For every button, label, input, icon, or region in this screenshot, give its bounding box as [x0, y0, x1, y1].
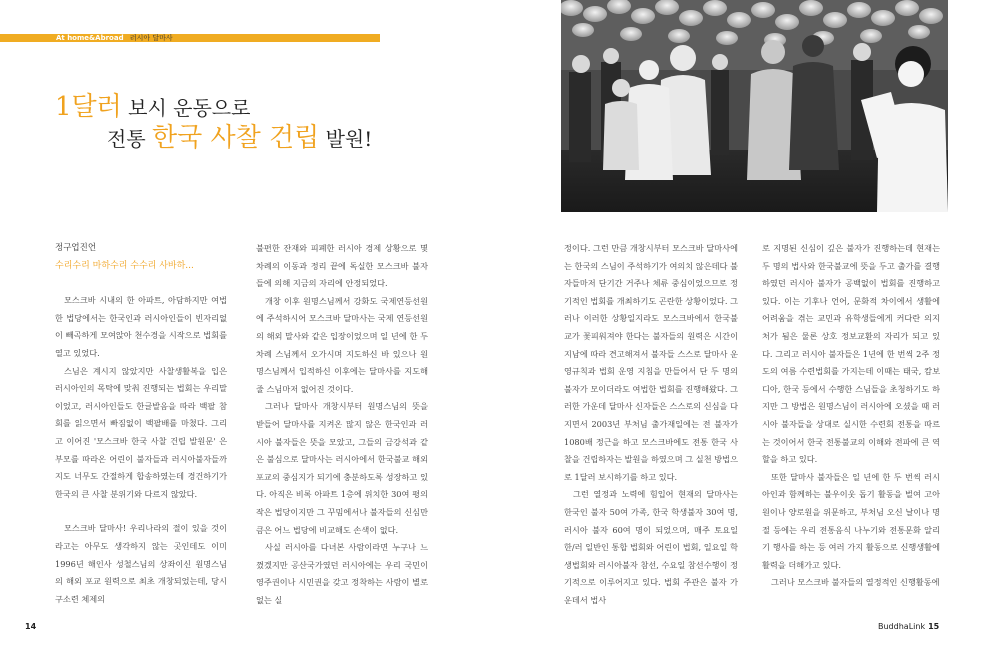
column-3 [564, 240, 738, 609]
title-line-1 [55, 92, 475, 123]
paragraph: 그러나 모스크바 불자들의 열정적인 신행활동에 [771, 577, 940, 588]
paragraph: 그런 열정과 노력에 힘입어 현재의 달마사는 한국인 불자 50여 가족, 한국 학생불자 30여 명, 러시아 불자 60여 명이 되었으며, 매주 토요일 한/러 일반인 통합 법회와 어린이 법회, 일요일 학생법회와 러시아불자 참선, 수요일 참선수행이 정기적으로 이루어지고 있다. 법회 주관은 불자 가운데서 법사 [564, 489, 738, 605]
paragraph: 모스크바 달마사! 우리나라의 절이 있을 것이라고는 아무도 생각하지 않는 곳인데도 이미 1996년 해인사 성철스님의 상좌이신 원명스님의 해외 포교 원력으로 최초 개창되었는데, 당시 구소련 체제의 [55, 523, 227, 604]
section-label-abroad: Abroad [95, 34, 124, 42]
title-line-1-rest: 보시 운동으로 [121, 96, 251, 120]
title-line-2 [55, 123, 475, 154]
chanting-photo [561, 0, 948, 212]
column-4 [762, 240, 940, 592]
paragraph: 모스크바 시내의 한 아파트, 아담하지만 여법한 법당에서는 한국인과 러시아인들이 빈자리없이 빼곡하게 모여앉아 천수경을 시작으로 법회를 열고 있었다. [55, 295, 227, 358]
page-number-left: 14 [25, 622, 37, 631]
paragraph: 사실 러시아를 다녀본 사람이라면 누구나 느꼈겠지만 공산국가였던 러시아에는 우리 국민이 영주권이나 시민권을 갖고 정착하는 사람이 별로 없는 실 [256, 542, 428, 605]
paragraph: 또한 달마사 불자들은 일 년에 한 두 번씩 러시아인과 함께하는 불우이웃 돕기 활동을 벌여 고아원이나 양로원을 위문하고, 부처님 오신 날이나 명절 등에는 우리 전통음식 나누기와 전통문화 알리기 행사를 하는 등 여러 가지 활동으로 신행생활에 활력을 더해가고 있다. [762, 471, 940, 570]
page-footer-right [878, 622, 939, 631]
article-title [55, 92, 475, 154]
section-label-ko: 러시아 달마사 [129, 34, 173, 42]
column-2 [256, 240, 428, 609]
title-line-2-post: 발원! [319, 127, 373, 151]
column-1 [55, 240, 227, 608]
paragraph: 개창 이후 원명스님께서 강화도 국제연등선원에 주석하시어 모스크바 달마사는 국제 연등선원의 해외 말사와 같은 입장이었으며 일 년에 한 두 차례 스님께서 오가시며 지도하신 바 있으나 원명스님께서 입적하신 이후에는 달마사를 지도해줄 스님마저 없어진 것이다. [256, 295, 428, 394]
paragraph: 그러나 달마사 개창시부터 원명스님의 뜻을 받들어 달마사를 지켜온 많지 않은 한국인과 러시아 불자들은 뜻을 모았고, 그들의 금강석과 같은 불심으로 달마사는 러시아에서 한국불교 해외포교의 중심지가 되기에 충분하도록 성장하고 있다. 아직은 비록 아파트 1층에 위치한 30여 평의 작은 법당이지만 그 꾸밈에서나 불자들의 신심만큼은 어느 법당에 비교해도 손색이 없다. [256, 401, 428, 535]
title-accent-dollar: 1달러 [55, 92, 122, 122]
paragraph: 불편한 잔재와 피폐한 러시아 경제 상황으로 몇 차례의 이동과 정리 끝에 독실한 모스크바 불자들에 의해 지금의 자리에 안정되었다. [256, 243, 428, 289]
title-accent-temple: 한국 사찰 건립 [152, 123, 320, 153]
magazine-name: BuddhaLink [878, 622, 926, 631]
lede: 수리수리 마하수리 수수리 사바하... [55, 260, 194, 271]
title-line-2-pre: 전통 [107, 127, 152, 151]
paragraph: 로 지명된 신심이 깊은 불자가 진행하는데 현재는 두 명의 법사와 한국불교에 뜻을 두고 출가를 결행하였던 러시아 불자가 공백없이 법회를 진행하고 있다. 이는 기후나 언어, 문화적 차이에서 생활에 어려움을 겪는 교민과 유학생들에게 커다란 의지처가 됨은 물론 상호 정보교환의 자리가 되고 있다. 그리고 러시아 불자들은 1년에 한 번씩 2주 정도의 여름 수련법회를 가지는데 이때는 태국, 캄보디아, 한국 등에서 수행한 스님들을 초청하기도 하지만 그 방법은 원명스님이 러시아에 오셨을 때 러시아 불자들을 상대로 실시한 수련회 전통을 따르는 것이어서 한국 전통불교의 이해와 전파에 큰 역할을 하고 있다. [762, 243, 940, 465]
page-number-right: 15 [928, 622, 940, 631]
paragraph: 스님은 계시지 않았지만 사찰생활복을 입은 러시아인의 목탁에 맞춰 진행되는 법회는 우리말이었고, 러시아인들도 한글발음을 따라 백팔 참회를 읽으면서 빠짐없이 백팔배를 마쳤다. 그리고 이어진 '모스크바 한국 사찰 건립 발원문' 은 부모를 따라온 어린이 불자들과 러시아불자들까지도 너무도 간절하게 합송하였는데 경건하기가 한국의 큰 사찰 분위기와 다르지 않았다. [55, 365, 227, 499]
paragraph: 정이다. 그런 만큼 개창시부터 모스크바 달마사에는 한국의 스님이 주석하기가 여의치 않은데다 불자들마저 단기간 거주나 체류 중심이었으므로 정기적인 법회를 개최하기도 곤란한 상황이었다. 그러나 이러한 상황일지라도 모스크바에서 한국불교가 꽃피워져야 한다는 불자들의 원력은 시간이 지남에 따라 견고해져서 불자들 스스로 달마사 운영규칙과 법회 운영 지침을 만들어서 단 두 명의 불자가 모이더라도 여법한 법회를 진행해왔다. 그러한 가운데 달마사 신자들은 스스로의 신심을 다지면서 2003년 부처님 출가재일에는 전 불자가 1080배 정근을 하고 모스크바에도 전통 한국 사찰을 건립하자는 발원을 하였으며 그 실천 방법으로 1달러 보시하기를 하고 있다. [564, 243, 738, 482]
byline: 정구업진언 [55, 243, 97, 253]
section-label-home: At home [56, 34, 90, 42]
photo-illustration [561, 0, 948, 212]
section-amp: & [89, 34, 96, 42]
section-header [56, 32, 173, 44]
